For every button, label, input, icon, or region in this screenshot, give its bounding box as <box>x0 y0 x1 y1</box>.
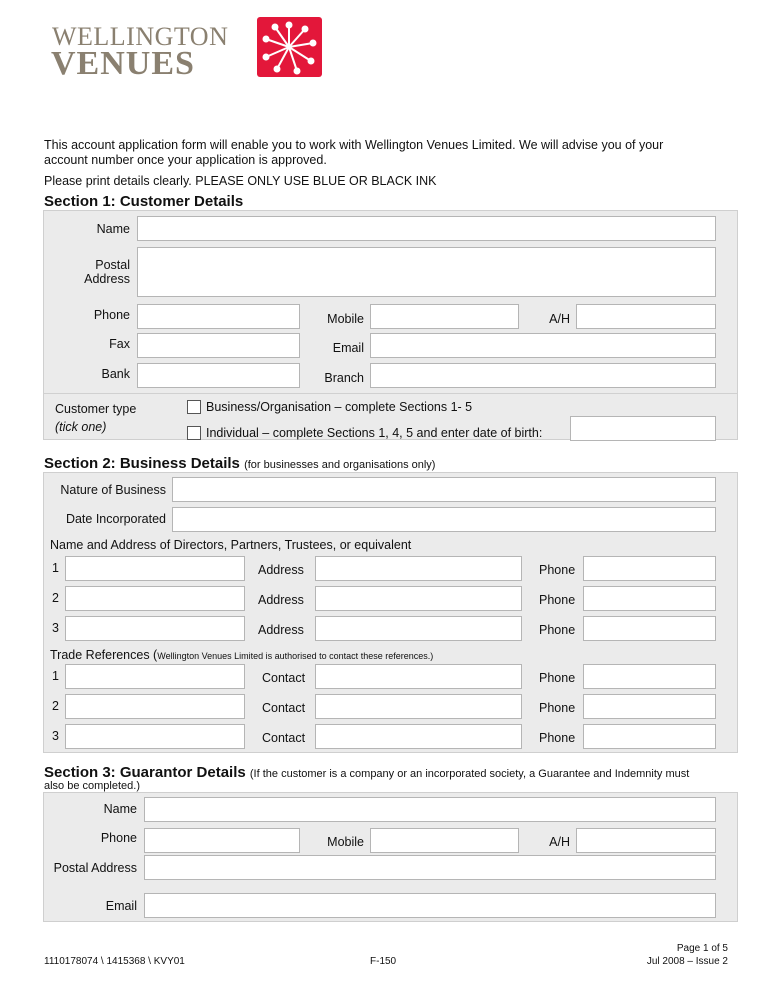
director-address-field[interactable] <box>315 616 522 641</box>
nature-field[interactable] <box>172 477 716 502</box>
section3-title <box>44 764 689 781</box>
intro-text-2: account number once your application is approved. <box>44 153 327 167</box>
fax-label: Fax <box>109 337 130 351</box>
trade-phone-field[interactable] <box>583 664 716 689</box>
divider <box>44 393 737 394</box>
guarantor-mobile-label: Mobile <box>327 835 364 849</box>
contact-label: Contact <box>262 701 306 715</box>
ink-instruction: Please print details clearly. PLEASE ONLY USE BLUE OR BLACK INK <box>44 174 437 188</box>
logo-text-wellington: WELLINGTON <box>52 22 229 51</box>
section3-title-text: Section 3: Guarantor Details <box>44 764 246 781</box>
phone-label: Phone <box>539 593 576 607</box>
fax-field[interactable] <box>137 333 300 358</box>
individual-checkbox[interactable] <box>187 426 201 440</box>
trade-references-label <box>50 648 433 662</box>
trade-label-text: Trade References ( <box>50 648 158 662</box>
guarantor-phone-field[interactable] <box>144 828 300 853</box>
branch-field[interactable] <box>370 363 716 388</box>
directors-label: Name and Address of Directors, Partners, Trustees, or equivalent <box>50 538 412 552</box>
phone-label: Phone <box>539 731 576 745</box>
director-phone-field[interactable] <box>583 616 716 641</box>
date-incorporated-label: Date Incorporated <box>65 512 166 526</box>
director-phone-field[interactable] <box>583 556 716 581</box>
trade-contact-field[interactable] <box>315 664 522 689</box>
business-option-label: Business/Organisation – complete Sections 1- 5 <box>206 400 473 414</box>
logo-mark-icon <box>257 17 322 77</box>
trade-name-field[interactable] <box>65 694 245 719</box>
date-of-birth-field[interactable] <box>570 416 716 441</box>
guarantor-email-label: Email <box>105 899 137 913</box>
address-label: Address <box>258 563 304 577</box>
ah-label: A/H <box>549 312 570 326</box>
guarantor-ah-field[interactable] <box>576 828 716 853</box>
trade-phone-field[interactable] <box>583 694 716 719</box>
footer-page-number: Page 1 of 5 <box>676 943 728 954</box>
row-number: 3 <box>52 729 59 743</box>
section3-note-2: also be completed.) <box>44 780 140 792</box>
mobile-label: Mobile <box>327 312 364 326</box>
postal-label-2: Address <box>84 272 130 286</box>
guarantor-postal-field[interactable] <box>144 855 716 880</box>
director-address-field[interactable] <box>315 556 522 581</box>
director-phone-field[interactable] <box>583 586 716 611</box>
guarantor-ah-label: A/H <box>549 835 570 849</box>
mobile-field[interactable] <box>370 304 519 329</box>
ah-field[interactable] <box>576 304 716 329</box>
address-label: Address <box>258 623 304 637</box>
trade-phone-field[interactable] <box>583 724 716 749</box>
guarantor-mobile-field[interactable] <box>370 828 519 853</box>
logo-text-venues: VENUES <box>51 45 195 82</box>
trade-name-field[interactable] <box>65 664 245 689</box>
guarantor-name-label: Name <box>103 802 137 816</box>
director-name-field[interactable] <box>65 616 245 641</box>
row-number: 3 <box>52 621 59 635</box>
section3-note: (If the customer is a company or an incorporated society, a Guarantee and Indemnity must <box>249 768 690 780</box>
footer-reference: 1110178074 \ 1415368 \ KVY01 <box>44 956 185 967</box>
tick-one-label: (tick one) <box>55 420 107 434</box>
postal-address-field[interactable] <box>137 247 716 297</box>
contact-label: Contact <box>262 671 306 685</box>
guarantor-email-field[interactable] <box>144 893 716 918</box>
date-incorporated-field[interactable] <box>172 507 716 532</box>
section2-title-text: Section 2: Business Details <box>44 455 240 472</box>
director-name-field[interactable] <box>65 586 245 611</box>
guarantor-postal-label: Postal Address <box>53 861 137 875</box>
phone-label: Phone <box>539 671 576 685</box>
phone-label: Phone <box>539 623 576 637</box>
phone-label: Phone <box>539 563 576 577</box>
postal-label-1: Postal <box>95 258 130 272</box>
row-number: 1 <box>52 669 59 683</box>
bank-field[interactable] <box>137 363 300 388</box>
trade-name-field[interactable] <box>65 724 245 749</box>
section2-note: (for businesses and organisations only) <box>244 459 436 471</box>
phone-field[interactable] <box>137 304 300 329</box>
guarantor-phone-label: Phone <box>100 831 137 845</box>
name-field[interactable] <box>137 216 716 241</box>
individual-option-label: Individual – complete Sections 1, 4, 5 and enter date of birth: <box>206 426 543 440</box>
section2-title <box>44 455 435 472</box>
row-number: 2 <box>52 699 59 713</box>
row-number: 2 <box>52 591 59 605</box>
guarantor-name-field[interactable] <box>144 797 716 822</box>
trade-note: Wellington Venues Limited is authorised to contact these references.) <box>157 651 434 661</box>
director-name-field[interactable] <box>65 556 245 581</box>
email-label: Email <box>332 341 364 355</box>
name-label: Name <box>96 222 130 236</box>
footer-issue: Jul 2008 – Issue 2 <box>646 956 728 967</box>
customer-type-label: Customer type <box>55 402 137 416</box>
intro-text: This account application form will enable you to work with Wellington Venues Limited. We will advise you of your <box>44 138 664 152</box>
row-number: 1 <box>52 561 59 575</box>
branch-label: Branch <box>324 371 364 385</box>
email-field[interactable] <box>370 333 716 358</box>
footer-form-code: F-150 <box>370 956 397 967</box>
trade-contact-field[interactable] <box>315 694 522 719</box>
address-label: Address <box>258 593 304 607</box>
phone-label: Phone <box>539 701 576 715</box>
business-checkbox[interactable] <box>187 400 201 414</box>
bank-label: Bank <box>101 367 130 381</box>
contact-label: Contact <box>262 731 306 745</box>
phone-label: Phone <box>93 308 130 322</box>
section1-title: Section 1: Customer Details <box>44 193 244 210</box>
trade-contact-field[interactable] <box>315 724 522 749</box>
director-address-field[interactable] <box>315 586 522 611</box>
nature-label: Nature of Business <box>60 483 166 497</box>
